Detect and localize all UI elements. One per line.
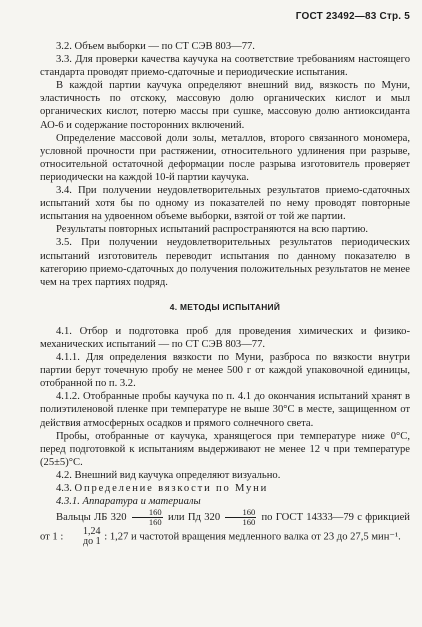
- friction-ratio: [67, 527, 101, 547]
- page-header: ГОСТ 23492—83 Стр. 5: [295, 11, 410, 22]
- rolls-text-c: по ГОСТ 14333—79 с фрикцией от 1 :: [40, 512, 410, 543]
- paragraph-3-4: 3.4. При получении неудовлетворительных результатов приемо-сдаточных испытаний хотя бы по одному из показателей по нему проводят повторные испытания на удвоенном объеме выборки, взятой от той же партии.: [40, 185, 410, 223]
- fraction-1-numerator: 160: [132, 508, 163, 518]
- paragraph-4-2: 4.2. Внешний вид каучука определяют визуально.: [56, 469, 281, 481]
- paragraph-4-3-1: 4.3.1. Аппаратура и материалы: [56, 496, 201, 508]
- paragraph-3-4-results: Результаты повторных испытаний распространяются на всю партию.: [56, 224, 369, 236]
- paragraph-3-5: 3.5. При получении неудовлетворительных результатов периодических испытаний изготовитель переводит испытания по данному показателю в категорию приемо-сдаточных до получения положительных результатов не менее чем на трех партиях подряд.: [40, 237, 410, 288]
- friction-ratio-bottom: до 1: [82, 536, 101, 548]
- paragraph-4-1-2-cold: Пробы, отобранные от каучука, хранящегося при температуре ниже 0°С, перед подготовкой к испытаниям выдерживают не менее 12 ч при температуре (25±5)°С.: [40, 430, 410, 468]
- rolls-text-d: : 1,27 и частотой вращения медленного валка от 23 до 27,5 мин⁻¹.: [104, 531, 401, 543]
- paragraph-4-3-title: Определение вязкости по Муни: [74, 483, 269, 494]
- paragraph-3-3-periodic: Определение массовой доли золы, металлов, второго связанного мономера, условной прочности при растяжении, относительного удлинения при разрыве, относительной остаточной деформации после разрыва изготовитель проверяет периодически на каждой 10-й партии каучука.: [40, 132, 410, 183]
- rolls-text-a: Вальцы ЛБ 320: [56, 512, 127, 524]
- paragraph-4-1-2: 4.1.2. Отобранные пробы каучука по п. 4.1 до окончания испытаний хранят в полиэтиленовой пленке при температуре не выше 30°С в месте, защищенном от действия атмосферных осадков и прямого солнечного света.: [40, 391, 410, 429]
- fraction-2-numerator: 160: [225, 508, 256, 518]
- paragraph-4-3: [40, 482, 410, 495]
- paragraph-4-1: 4.1. Отбор и подготовка проб для проведения химических и физико-механических испытаний — по СТ СЭВ 803—77.: [40, 325, 410, 350]
- paragraph-equipment: [40, 508, 410, 547]
- friction-ratio-top: 1,24: [83, 526, 101, 538]
- rolls-text-b: или Пд 320: [167, 512, 221, 524]
- fraction-2-denominator: 160: [242, 517, 256, 528]
- paragraph-3-2: 3.2. Объем выборки — по СТ СЭВ 803—77.: [56, 41, 255, 52]
- document-body: [40, 40, 410, 547]
- paragraph-4-3-number: 4.3.: [56, 483, 75, 494]
- rolls-fraction-2: [225, 508, 256, 527]
- rolls-fraction-1: [132, 508, 163, 527]
- paragraph-3-3: 3.3. Для проверки качества каучука на соответствие требованиям настоящего стандарта проводят приемо-сдаточные и периодические испытания.: [40, 54, 410, 79]
- section-heading: 4. МЕТОДЫ ИСПЫТАНИЙ: [169, 301, 281, 312]
- paragraph-3-3-batch: В каждой партии каучука определяют внешний вид, вязкость по Муни, эластичность по отскоку, массовую долю органических кислот и мыл органических кислот, потерю массы при сушке, массовую долю антиоксиданта АО-6 и содержание посторонних включений.: [40, 80, 410, 131]
- paragraph-4-1-1: 4.1.1. Для определения вязкости по Муни, разброса по вязкости внутри партии берут точечную пробу не менее 500 г от каждой упаковочной единицы, отобранной по п. 3.2.: [40, 352, 410, 390]
- fraction-1-denominator: 160: [148, 517, 162, 528]
